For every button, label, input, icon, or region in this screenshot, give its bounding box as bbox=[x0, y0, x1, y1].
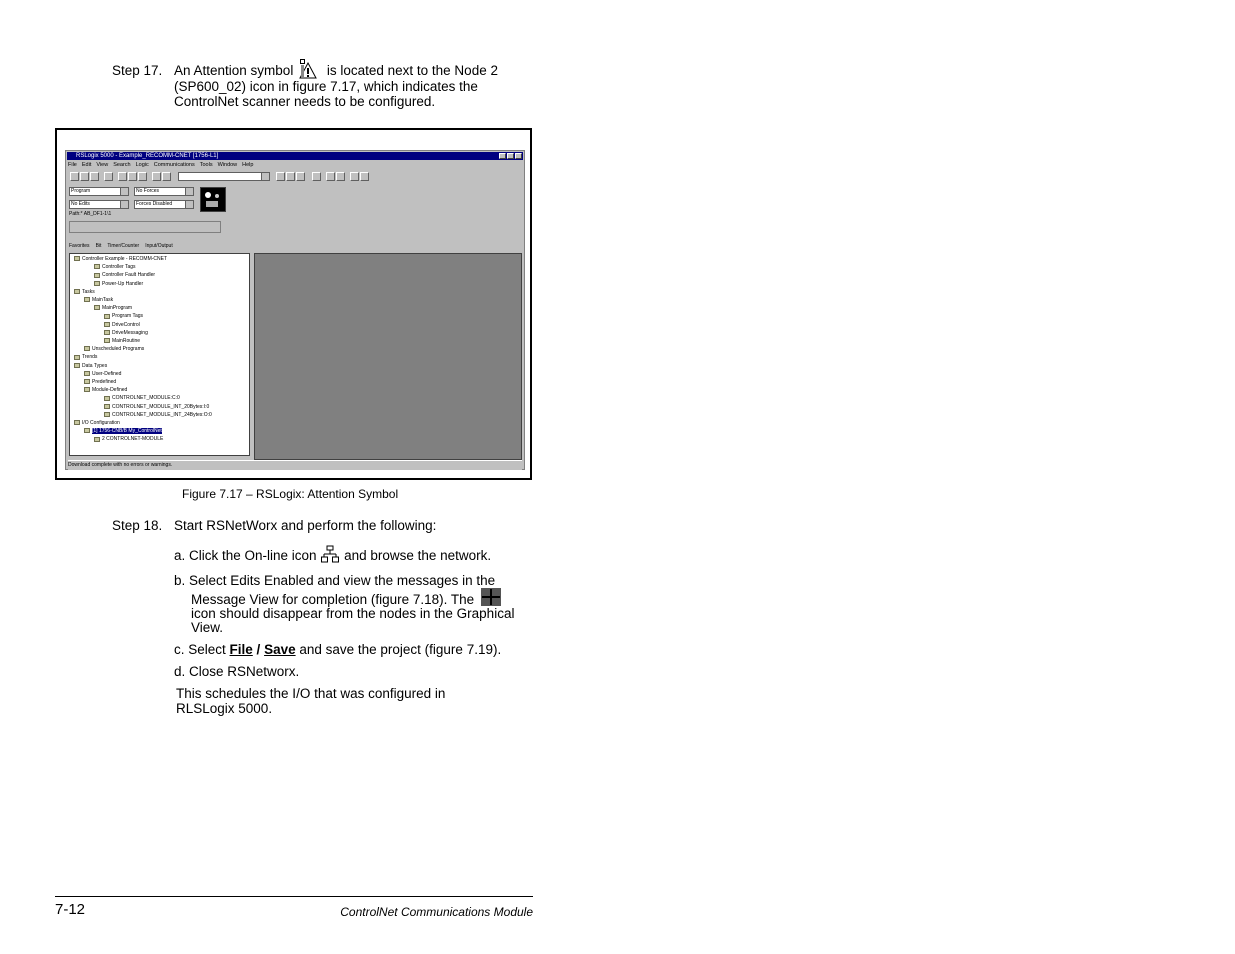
tree-item-label: Trends bbox=[82, 354, 98, 361]
mode-combo[interactable] bbox=[69, 187, 129, 196]
folder-icon bbox=[84, 379, 90, 384]
step-18-a-text-1: a. Click the On-line icon bbox=[174, 548, 317, 563]
print-icon[interactable] bbox=[104, 172, 113, 181]
step-17-line-2: (SP600_02) icon in figure 7.17, which indicates the bbox=[174, 79, 478, 94]
minimize-button[interactable] bbox=[499, 153, 506, 159]
tree-item[interactable] bbox=[94, 271, 155, 279]
tree-item[interactable] bbox=[84, 296, 113, 304]
step-18-c bbox=[174, 642, 501, 658]
tree-item-label: Program Tags bbox=[112, 313, 144, 320]
folder-icon bbox=[94, 264, 100, 269]
tree-item[interactable] bbox=[74, 419, 120, 427]
tree-item-label: DriveControl bbox=[112, 321, 140, 328]
menu-item[interactable]: Help bbox=[242, 162, 254, 168]
rslogix-screenshot bbox=[55, 128, 532, 480]
step-17-text-a: An Attention symbol bbox=[174, 63, 294, 78]
step-18-a-text-2: and browse the network. bbox=[344, 548, 492, 563]
forces-combo-value: No Forces bbox=[136, 188, 160, 194]
folder-icon bbox=[94, 437, 100, 442]
online-icon bbox=[321, 545, 339, 563]
tree-item[interactable] bbox=[84, 427, 162, 435]
tree-item[interactable] bbox=[74, 353, 97, 361]
window-controls bbox=[498, 153, 522, 162]
tree-item[interactable] bbox=[74, 255, 167, 263]
edits-combo[interactable] bbox=[69, 200, 129, 209]
tree-item[interactable] bbox=[94, 304, 132, 312]
tree-item[interactable] bbox=[104, 403, 209, 411]
zoom-out-icon[interactable] bbox=[360, 172, 369, 181]
folder-icon bbox=[84, 346, 90, 351]
pointer-icon[interactable] bbox=[312, 172, 321, 181]
undo-icon[interactable] bbox=[152, 172, 161, 181]
instruction-tab[interactable]: Favorites bbox=[69, 243, 90, 249]
rslogix-window bbox=[65, 150, 525, 470]
tree-item[interactable] bbox=[94, 280, 143, 288]
folder-icon bbox=[94, 305, 100, 310]
tree-item-label: I/O Configuration bbox=[82, 420, 120, 426]
folder-icon bbox=[104, 314, 110, 319]
menu-item[interactable]: Search bbox=[113, 162, 131, 168]
forces-combo[interactable] bbox=[134, 187, 194, 196]
step-18-label: Step 18. bbox=[112, 518, 163, 533]
tree-item-label: 2 CONTROLNET-MODULE bbox=[102, 436, 164, 443]
tree-item-label: DriveMessaging bbox=[112, 329, 148, 336]
save-icon[interactable] bbox=[90, 172, 99, 181]
tree-item-label: [1] 1756-CNB/B My_ControlNet bbox=[92, 428, 162, 435]
tree-item[interactable] bbox=[104, 337, 140, 345]
folder-icon bbox=[104, 322, 110, 327]
tree-item-label: Power-Up Handler bbox=[102, 280, 144, 287]
step-17-label: Step 17. bbox=[112, 63, 163, 78]
window-title-text: RSLogix 5000 - Example_RECOMM-CNET [1756-L1] bbox=[76, 153, 219, 159]
folder-icon bbox=[84, 428, 90, 433]
instruction-tab[interactable]: Input/Output bbox=[145, 243, 173, 249]
attention-icon bbox=[299, 59, 317, 79]
tree-item-label: CONTROLNET_MODULE_INT_20Bytes:I:0 bbox=[112, 403, 210, 410]
folder-icon bbox=[74, 256, 80, 261]
tree-item-label: User-Defined bbox=[92, 370, 122, 377]
tree-item[interactable] bbox=[104, 312, 143, 320]
browse-icon[interactable] bbox=[296, 172, 305, 181]
tree-item-label: CONTROLNET_MODULE:C:0 bbox=[112, 395, 180, 402]
forces-disabled-combo[interactable] bbox=[134, 200, 194, 209]
tree-item[interactable] bbox=[104, 321, 140, 329]
menu-item[interactable]: Communications bbox=[153, 162, 195, 168]
step-18-note-line-2: RLSLogix 5000. bbox=[176, 701, 273, 716]
tree-item[interactable] bbox=[104, 411, 212, 419]
tree-item-label: Predefined bbox=[92, 379, 117, 385]
verify-icon[interactable] bbox=[276, 172, 285, 181]
file-menu-ref bbox=[230, 642, 296, 657]
menu-bar bbox=[68, 161, 258, 169]
folder-icon bbox=[74, 420, 80, 425]
step-17-line-3: ControlNet scanner needs to be configured. bbox=[174, 94, 436, 109]
folder-icon bbox=[104, 396, 110, 401]
forces-disabled-value: Forces Disabled bbox=[136, 201, 173, 207]
folder-icon bbox=[74, 363, 80, 368]
instruction-tabs bbox=[69, 242, 179, 250]
folder-icon bbox=[104, 404, 110, 409]
menu-item[interactable]: Tools bbox=[199, 162, 213, 168]
tree-item-label: CONTROLNET_MODULE_INT_24Bytes:O:0 bbox=[112, 411, 212, 418]
file-menu-label: File bbox=[229, 642, 253, 657]
step-18-b-line-4: View. bbox=[191, 620, 224, 635]
folder-icon bbox=[104, 330, 110, 335]
instruction-toolbar bbox=[69, 221, 221, 233]
zoom-in-icon[interactable] bbox=[350, 172, 359, 181]
tree-item-label: Controller Fault Handler bbox=[102, 272, 156, 279]
step-18-b-line-1: b. Select Edits Enabled and view the messages in the bbox=[174, 573, 496, 588]
tree-item-label: Module-Defined bbox=[92, 387, 128, 394]
menu-item[interactable]: Window bbox=[217, 162, 238, 168]
new-icon[interactable] bbox=[70, 172, 79, 181]
tree-item[interactable] bbox=[104, 394, 180, 402]
mode-combo-value: Program bbox=[71, 188, 91, 194]
folder-icon bbox=[104, 338, 110, 343]
tree-item-label: Controller Tags bbox=[102, 264, 136, 271]
step-17-text-b: is located next to the Node 2 bbox=[326, 63, 498, 78]
step-18-b-text-2: Message View for completion (figure 7.18). The bbox=[191, 592, 475, 607]
tree-item-label: MainProgram bbox=[102, 305, 133, 312]
tree-item[interactable] bbox=[94, 263, 136, 271]
folder-icon bbox=[74, 355, 80, 360]
configure-icon bbox=[481, 588, 501, 606]
redo-icon[interactable] bbox=[162, 172, 171, 181]
controller-status-icon bbox=[200, 187, 226, 212]
maximize-button[interactable] bbox=[507, 153, 514, 159]
step-18-note-line-1: This schedules the I/O that was configured in bbox=[176, 686, 446, 701]
status-text: Download complete with no errors or warnings. bbox=[68, 462, 173, 468]
step-18-c-text-1: c. Select bbox=[174, 642, 230, 657]
save-menu-label: Save bbox=[264, 642, 296, 657]
tree-item-label: MainRoutine bbox=[112, 338, 141, 344]
cut-icon[interactable] bbox=[118, 172, 127, 181]
verify-all-icon[interactable] bbox=[286, 172, 295, 181]
step-18-text: Start RSNetWorx and perform the following: bbox=[174, 518, 437, 533]
status-bar bbox=[68, 460, 522, 470]
controller-organizer[interactable] bbox=[69, 253, 250, 456]
toolbar bbox=[68, 171, 522, 182]
tree-item[interactable] bbox=[104, 329, 148, 337]
edits-combo-value: No Edits bbox=[71, 201, 90, 207]
tree-item-label: MainTask bbox=[92, 297, 114, 303]
folder-icon bbox=[74, 289, 80, 294]
footer-title: ControlNet Communications Module bbox=[340, 905, 533, 919]
tree-item[interactable] bbox=[94, 435, 163, 443]
tree-item[interactable] bbox=[84, 345, 144, 353]
tree-item-label: Data Types bbox=[82, 362, 108, 369]
folder-icon bbox=[84, 371, 90, 376]
tree-item[interactable] bbox=[74, 288, 95, 296]
step-18-b-line-3: icon should disappear from the nodes in the Graphical bbox=[191, 606, 515, 621]
copy-icon[interactable] bbox=[128, 172, 137, 181]
menu-item[interactable]: File bbox=[68, 162, 77, 168]
menu-item[interactable]: Logic bbox=[135, 162, 149, 168]
menu-item[interactable]: View bbox=[96, 162, 109, 168]
window-title bbox=[67, 152, 523, 160]
folder-icon bbox=[94, 273, 100, 278]
tree-item[interactable] bbox=[84, 378, 116, 386]
figure-caption: Figure 7.17 – RSLogix: Attention Symbol bbox=[182, 487, 399, 501]
tree-item[interactable] bbox=[84, 386, 127, 394]
edit-icon[interactable] bbox=[326, 172, 335, 181]
menu-separator: / bbox=[252, 642, 265, 657]
tree-item-label: Unscheduled Programs bbox=[92, 346, 145, 353]
folder-icon bbox=[94, 281, 100, 286]
instruction-tab[interactable]: Bit bbox=[95, 243, 102, 249]
comm-path: Path:* AB_DF1-1\1 bbox=[69, 211, 112, 217]
step-18-a bbox=[174, 548, 491, 564]
folder-icon bbox=[104, 412, 110, 417]
workspace-pane bbox=[254, 253, 522, 460]
properties-icon[interactable] bbox=[336, 172, 345, 181]
folder-icon bbox=[84, 297, 90, 302]
close-button[interactable] bbox=[515, 153, 522, 159]
page-number: 7-12 bbox=[55, 901, 86, 918]
footer-rule bbox=[55, 896, 533, 897]
tree-item[interactable] bbox=[84, 370, 121, 378]
paste-icon[interactable] bbox=[138, 172, 147, 181]
step-18-d: d. Close RSNetworx. bbox=[174, 664, 300, 679]
step-18-c-text-2: and save the project (figure 7.19). bbox=[295, 642, 502, 657]
tree-item[interactable] bbox=[74, 362, 107, 370]
tree-item-label: Tasks bbox=[82, 288, 95, 295]
folder-icon bbox=[84, 387, 90, 392]
tree-item-label: Controller Example - RECOMM-CNET bbox=[82, 256, 168, 262]
instruction-tab[interactable]: Timer/Counter bbox=[107, 243, 140, 249]
menu-item[interactable]: Edit bbox=[81, 162, 92, 168]
open-icon[interactable] bbox=[80, 172, 89, 181]
search-combo[interactable] bbox=[178, 172, 270, 181]
step-17-line-1 bbox=[174, 63, 498, 79]
